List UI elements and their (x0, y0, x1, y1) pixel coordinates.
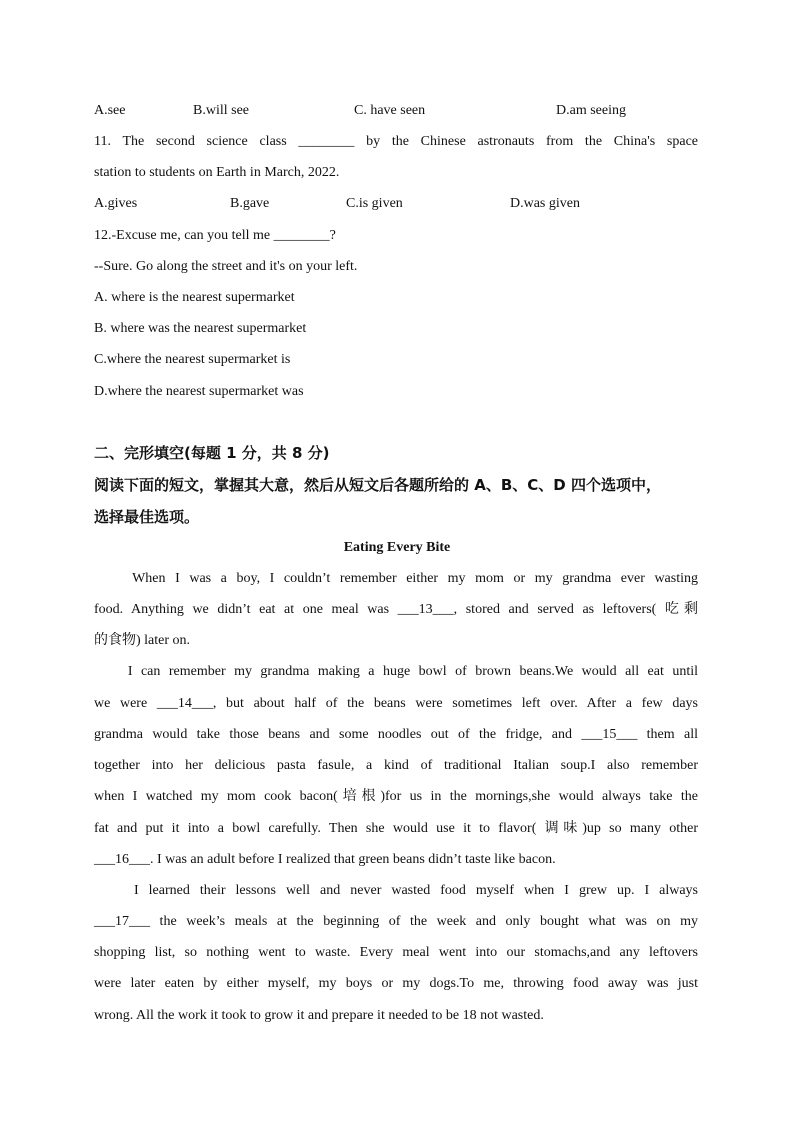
section-heading: 二、完形填空(每题 1 分，共 8 分) (94, 444, 330, 462)
passage-title: Eating Every Bite (343, 540, 451, 555)
p2-line6: fat and put it into a bowl carefully. Then she would use it to flavor( 调味)up so many other (94, 821, 698, 836)
p2-line4: together into her delicious pasta fasule, a kind of traditional Italian soup.I also remember (94, 758, 698, 773)
q10-options (94, 102, 714, 120)
q12-reply: --Sure. Go along the street and it's on your left. (94, 259, 358, 274)
q10-option-c: C. have seen (354, 103, 426, 118)
q11-stem-line2: station to students on Earth in March, 2022. (94, 165, 340, 180)
p1-line1: When I was a boy, I couldn’t remember either my mom or my grandma ever wasting (94, 571, 698, 586)
q11-options (94, 195, 714, 213)
q12-option-d: D.where the nearest supermarket was (94, 384, 304, 399)
p2-line7: ___16___. I was an adult before I realized that green beans didn’t taste like bacon. (94, 852, 556, 867)
p2-line5: when I watched my mom cook bacon(培根)for us in the mornings,she would always take the (94, 789, 698, 804)
q11-option-b: B.gave (230, 196, 270, 211)
q10-option-d: D.am seeing (556, 103, 626, 118)
q12-option-b: B. where was the nearest supermarket (94, 321, 307, 336)
p3-line2: ___17___ the week’s meals at the beginning of the week and only bought what was on my (94, 914, 698, 929)
q11-option-d: D.was given (510, 196, 580, 211)
q11-stem-line1: 11. The second science class ________ by the Chinese astronauts from the China's space (94, 134, 698, 149)
p2-line1: I can remember my grandma making a huge bowl of brown beans.We would all eat until (94, 664, 698, 679)
p3-line3: shopping list, so nothing went to waste. Every meal went into our stomachs,and any leftovers (94, 945, 698, 960)
p1-line3: 的食物) later on. (94, 633, 191, 648)
q12-option-a: A. where is the nearest supermarket (94, 290, 295, 305)
p2-line2: we were ___14___, but about half of the beans were sometimes left over. After a few days (94, 696, 698, 711)
p1-line2: food. Anything we didn’t eat at one meal was ___13___, stored and served as leftovers( 吃剩 (94, 602, 698, 617)
section-instruction-line1: 阅读下面的短文，掌握其大意，然后从短文后各题所给的 A、B、C、D 四个选项中， (94, 476, 661, 494)
p3-line5: wrong. All the work it took to grow it and prepare it needed to be 18 not wasted. (94, 1008, 544, 1023)
q10-option-b: B.will see (193, 103, 249, 118)
p3-line4: were later eaten by either myself, my boys or my dogs.To me, throwing food away was just (94, 976, 698, 991)
p2-line3: grandma would take those beans and some noodles out of the fridge, and ___15___ them all (94, 727, 698, 742)
q12-option-c: C.where the nearest supermarket is (94, 352, 291, 367)
p3-line1: I learned their lessons well and never wasted food myself when I grew up. I always (94, 883, 698, 898)
q11-option-c: C.is given (346, 196, 403, 211)
section-instruction-line2: 选择最佳选项。 (94, 508, 200, 526)
q10-option-a: A.see (94, 103, 126, 118)
q11-option-a: A.gives (94, 196, 138, 211)
q12-stem: 12.-Excuse me, can you tell me ________? (94, 228, 336, 243)
